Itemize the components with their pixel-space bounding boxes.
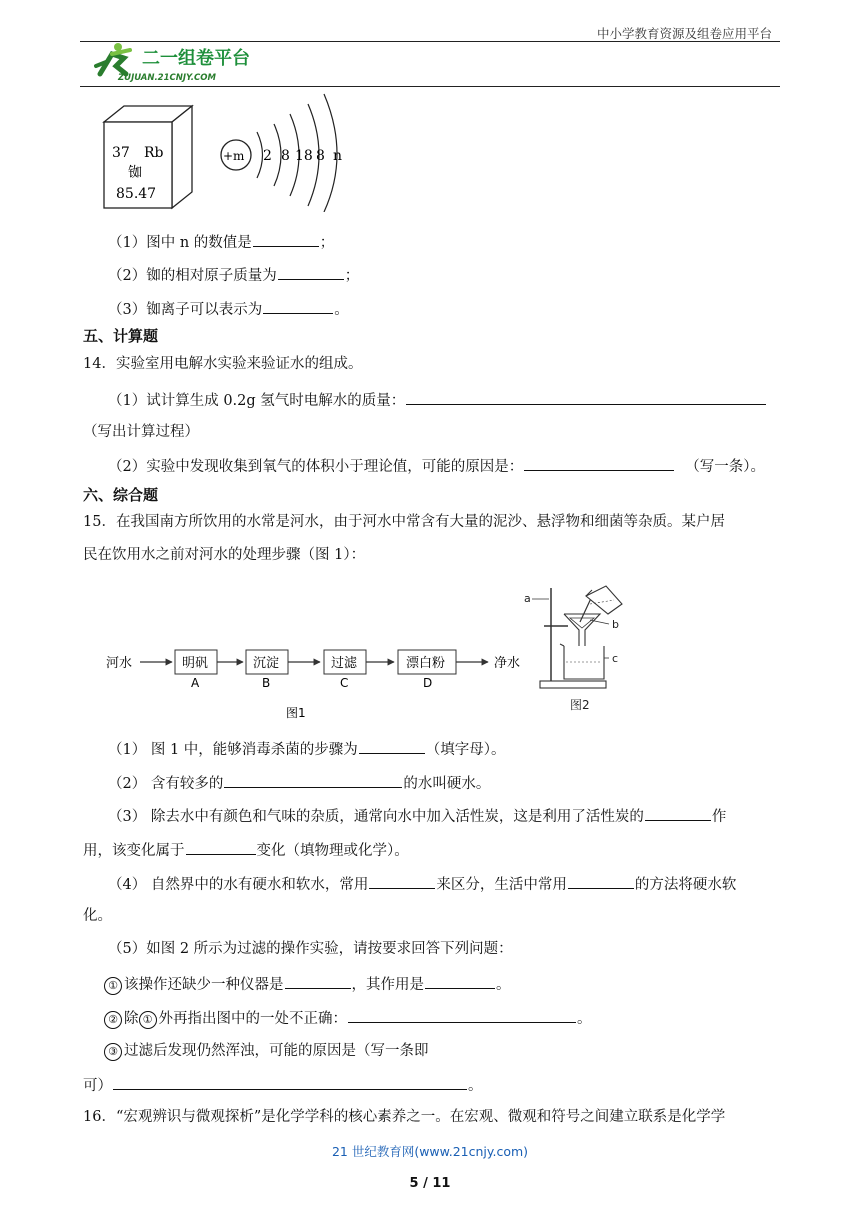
q15-part5-item3-line2: 可） 。	[83, 1074, 483, 1096]
q14-part2: （2）实验中发现收集到氧气的体积小于理论值，可能的原因是： （写一条）。	[108, 455, 765, 477]
shell-2: 8	[281, 148, 290, 164]
platform-name: 中小学教育资源及组卷应用平台	[596, 26, 772, 41]
logo-cn: 二一组卷平台	[142, 48, 250, 69]
q13-part3: （3）铷离子可以表示为 。	[108, 298, 349, 320]
flow-letter-c: C	[340, 676, 349, 690]
figure-1-flowchart	[100, 640, 530, 725]
element-name: 铷	[128, 165, 142, 181]
flow-step-a: 明矾	[182, 656, 209, 671]
q15-part1: （1） 图 1 中，能够消毒杀菌的步骤为 （填字母）。	[108, 738, 506, 760]
circled-number-3: ③	[104, 1043, 122, 1061]
element-number: 37	[112, 145, 130, 161]
shell-3: 18	[295, 148, 313, 164]
figure-1-caption: 图1	[286, 706, 306, 720]
q15-part5-item1: ① 该操作还缺少一种仪器是 ，其作用是 。	[104, 973, 511, 995]
q15-part5-item3-line1: ③ 过滤后发现仍然浑浊，可能的原因是（写一条即	[104, 1041, 429, 1061]
logo-en: ZUJUAN.21CNJY.COM	[118, 73, 216, 83]
flow-letter-a: A	[191, 676, 200, 690]
figure-2-caption: 图2	[570, 698, 590, 712]
flow-letter-d: D	[423, 676, 433, 690]
fig2-label-a: a	[524, 592, 531, 605]
shell-4: 8	[316, 148, 325, 164]
shell-1: 2	[263, 148, 272, 164]
q15-stem-line1: 15．在我国南方所饮用的水常是河水，由于河水中常含有大量的泥沙、悬浮物和细菌等杂质。某户居	[83, 514, 725, 530]
nucleus-label: +m	[223, 149, 245, 163]
atom-structure-diagram	[216, 92, 356, 212]
page-number: 5 / 11	[409, 1176, 451, 1191]
q14-stem: 14．实验室用电解水实验来验证水的组成。	[83, 356, 363, 372]
q15-part5: （5）如图 2 所示为过滤的操作实验，请按要求回答下列问题：	[108, 941, 513, 957]
flow-end: 净水	[494, 656, 521, 671]
q14-part1: （1）试计算生成 0.2g 氢气时电解水的质量：	[108, 389, 767, 411]
flow-start: 河水	[106, 656, 133, 671]
q15-part3-line2: 用，该变化属于 变化（填物理或化学）。	[83, 839, 409, 861]
q14-part1-note: （写出计算过程）	[83, 424, 199, 440]
flow-step-d: 漂白粉	[406, 656, 446, 671]
circled-number-2: ②	[104, 1011, 122, 1029]
header-rule-bottom	[80, 86, 780, 87]
flow-step-c: 过滤	[331, 656, 358, 671]
footer-site-link[interactable]: 21 世纪教育网(www.21cnjy.com)	[331, 1144, 529, 1159]
circled-number-1: ①	[104, 977, 122, 995]
q15-part3-line1: （3） 除去水中有颜色和气味的杂质，通常向水中加入活性炭，这是利用了活性炭的 作	[108, 805, 726, 827]
q15-stem-line2: 民在饮用水之前对河水的处理步骤（图 1）：	[83, 547, 366, 563]
flow-step-b: 沉淀	[253, 656, 280, 671]
q13-part1: （1）图中 n 的数值是 ；	[108, 231, 334, 253]
element-card	[98, 102, 198, 210]
element-symbol: Rb	[144, 145, 164, 161]
fig2-label-b: b	[612, 618, 619, 631]
zujuan-logo	[86, 40, 286, 84]
q15-part4-line2: 化。	[83, 908, 112, 924]
section-6-title: 六、综合题	[83, 486, 159, 504]
q13-part2: （2）铷的相对原子质量为 ；	[108, 264, 359, 286]
fig2-label-c: c	[612, 652, 619, 665]
q15-part5-item2: ② 除 ① 外再指出图中的一处不正确： 。	[104, 1007, 592, 1029]
q15-part2: （2） 含有较多的 的水叫硬水。	[108, 772, 490, 794]
flow-letter-b: B	[262, 676, 271, 690]
shell-5: n	[333, 148, 343, 164]
figure-2-filtration	[518, 582, 638, 717]
q15-part4-line1: （4） 自然界中的水有硬水和软水，常用 来区分，生活中常用 的方法将硬水软	[108, 873, 736, 895]
q16-stem: 16．“宏观辨识与微观探析”是化学学科的核心素养之一。在宏观、微观和符号之间建立联系是化学学	[83, 1109, 726, 1125]
section-5-title: 五、计算题	[83, 327, 159, 345]
element-mass: 85.47	[116, 186, 157, 202]
circled-number-1-ref: ①	[139, 1011, 157, 1029]
